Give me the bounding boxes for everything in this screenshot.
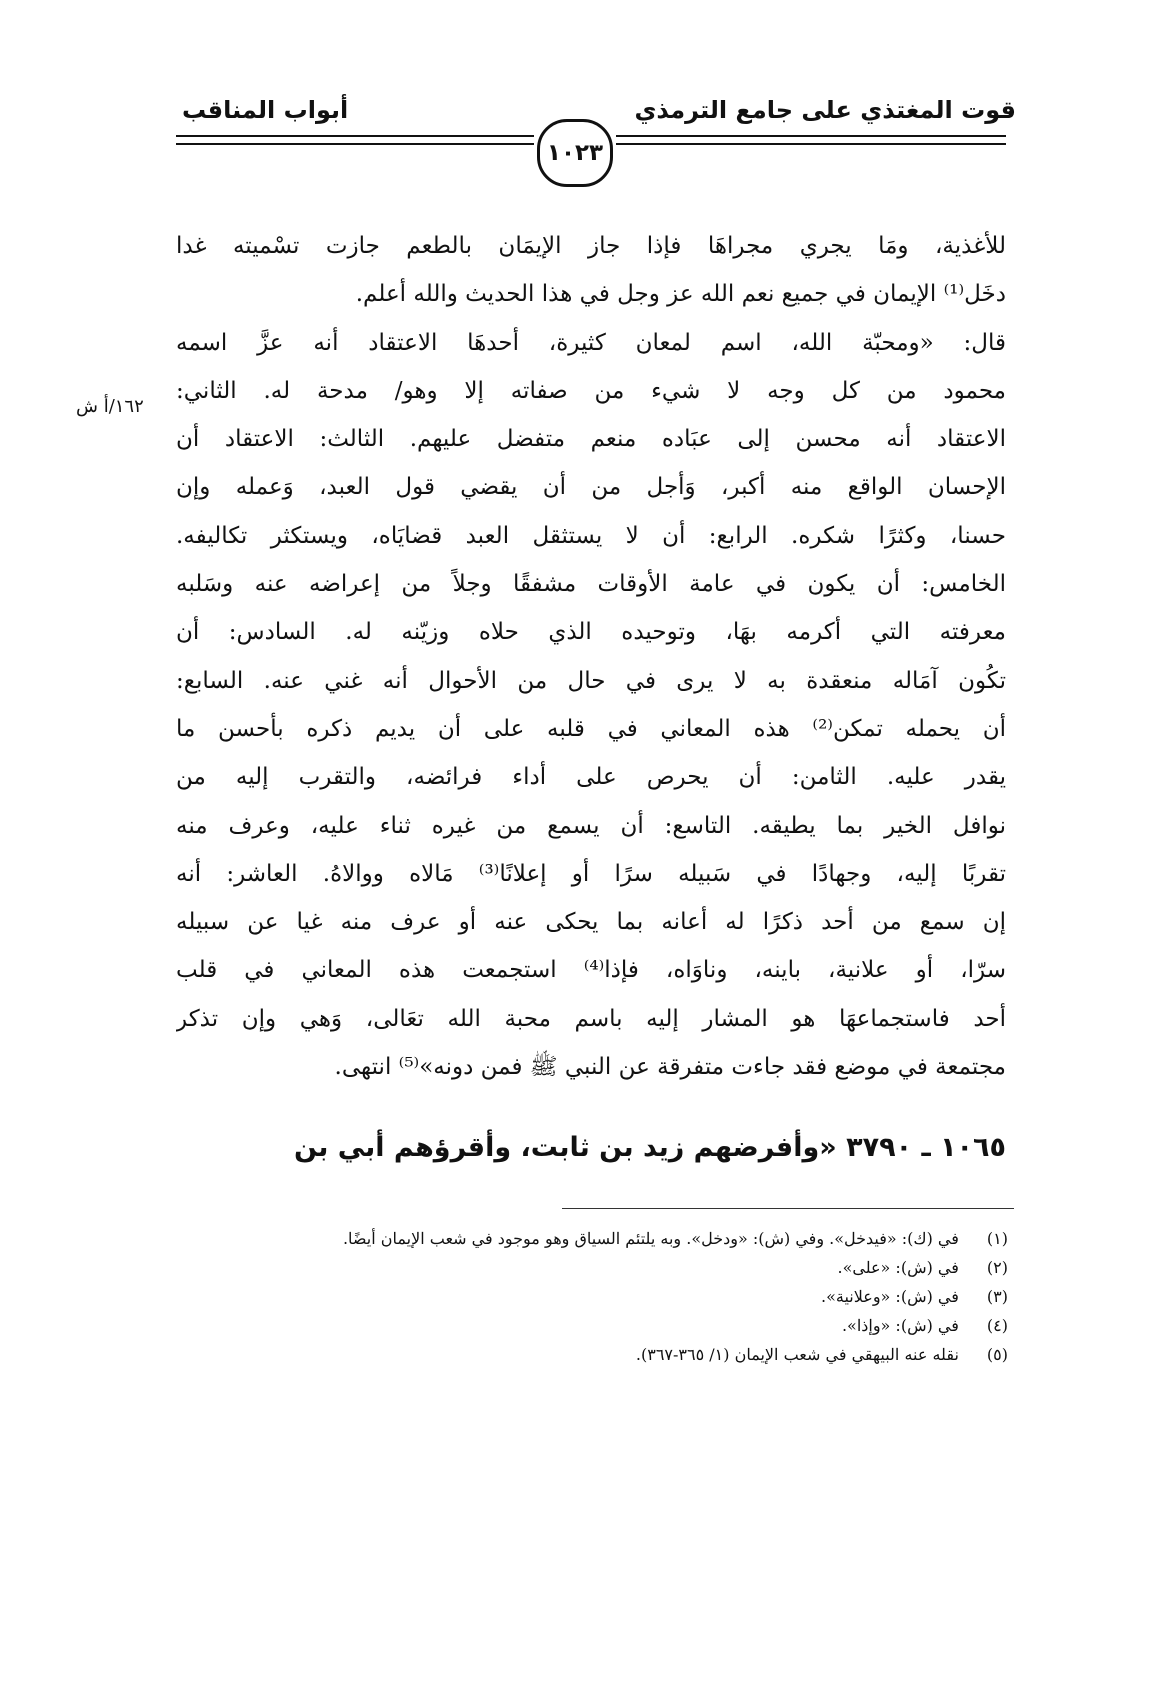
running-header-book-title: قوت المغتذي على جامع الترمذي (634, 96, 1016, 124)
footnote-separator (562, 1208, 1014, 1209)
body-line: قال: «ومحبّة الله، اسم لمعان كثيرة، أحدهَا الاعتقاد أنه عزَّ اسمه (176, 329, 1006, 356)
body-line: إن سمع من أحد ذكرًا له أعانه بما يحكى عنه أو عرف منه غيا عن سبيله (176, 909, 1006, 936)
header-rule-right-bottom (616, 143, 1006, 145)
footnote-text: نقله عنه البيهقي في شعب الإيمان (١/ ٣٦٥-٣٦٧). (635, 1345, 959, 1364)
page-number-badge (537, 119, 613, 187)
body-line: سرّا، أو علانية، باينه، وناوَاه، فإذا⁽⁴⁾ استجمعت هذه المعاني في قلب (176, 957, 1006, 984)
manuscript-margin-note: ١٦٢/أ ش (76, 396, 144, 417)
page-number: ١٠٢٣ (546, 140, 604, 166)
footnote-text: في (ك): «فيدخل». وفي (ش): «ودخل». وبه يلتئم السياق وهو موجود في شعب الإيمان أيضًا. (342, 1229, 959, 1248)
body-line: معرفته التي أكرمه بهَا، وتوحيده الذي حلاه وزيّنه له. السادس: أن (176, 619, 1006, 646)
footnote (176, 1311, 1008, 1340)
running-header-chapter-title: أبواب المناقب (182, 96, 349, 124)
footnotes (176, 1224, 1008, 1369)
footnote-number: (٣) (986, 1287, 1008, 1306)
body-line: الخامس: أن يكون في عامة الأوقات مشفقًا وجلاً من إعراضه عنه وسَلبه (176, 571, 1006, 598)
body-line: للأغذية، ومَا يجري مجراهَا فإذا جاز الإيمَان بالطعم جازت تسْميته غدا (176, 233, 1006, 259)
footnote (176, 1282, 1008, 1311)
footnote-number: (٥) (986, 1345, 1008, 1364)
footnote-number: (١) (986, 1229, 1008, 1248)
hadith-heading: ١٠٦٥ ـ ٣٧٩٠ «وأفرضهم زيد بن ثابت، وأقرؤهم أبي بن (293, 1132, 1006, 1163)
header-rule-right-top (616, 135, 1006, 137)
body-line: الاعتقاد أنه محسن إلى عبَاده منعم متفضل عليهم. الثالث: الاعتقاد أن (176, 426, 1006, 453)
header-rule-left-top (176, 135, 534, 137)
footnote-number: (٢) (986, 1258, 1008, 1277)
body-line: دخَل⁽¹⁾ الإيمان في جميع نعم الله عز وجل في هذا الحديث والله أعلم. (355, 281, 1006, 308)
body-line: مجتمعة في موضع فقد جاءت متفرقة عن النبي ﷺ فمن دونه»⁽⁵⁾ انتهى. (334, 1054, 1006, 1081)
body-line: أن يحمله تمكن⁽²⁾ هذه المعاني في قلبه على أن يديم ذكره بأحسن ما (176, 715, 1006, 742)
body-line: حسنا، وكثرًا شكره. الرابع: أن لا يستثقل العبد قضايَاه، ويستكثر تكاليفه. (176, 522, 1006, 549)
footnote-text: في (ش): «وإذا». (841, 1316, 959, 1335)
body-line: نوافل الخير بما يطيقه. التاسع: أن يسمع من غيره ثناء عليه، وعرف منه (176, 812, 1006, 839)
body-line: أحد فاستجماعهَا هو المشار إليه باسم محبة الله تعَالى، وَهي وإن تذكر (176, 1005, 1006, 1032)
body-line: الإحسان الواقع منه أكبر، وَأجل من أن يقضي قول العبد، وَعمله وإن (176, 474, 1006, 501)
footnote-text: في (ش): «وعلانية». (821, 1287, 959, 1306)
header-rule-left-bottom (176, 143, 534, 145)
footnote (176, 1340, 1008, 1369)
body-text (176, 222, 1006, 1091)
body-line: يقدر عليه. الثامن: أن يحرص على أداء فرائضه، والتقرب إليه من (176, 764, 1006, 791)
footnote (176, 1224, 1008, 1253)
footnote-number: (٤) (986, 1316, 1008, 1335)
body-line: تقربًا إليه، وجهادًا في سَبيله سرًا أو إعلانًا⁽³⁾ مَالاه ووالاهُ. العاشر: أنه (176, 860, 1006, 887)
footnote (176, 1253, 1008, 1282)
body-line: محمود من كل وجه لا شيء من صفاته إلا وهو/ مدحة له. الثاني: (176, 377, 1006, 404)
footnote-text: في (ش): «على». (837, 1258, 959, 1277)
body-line: تكُون آمَاله منعقدة به لا يرى في حال من الأحوال أنه غني عنه. السابع: (176, 667, 1006, 694)
